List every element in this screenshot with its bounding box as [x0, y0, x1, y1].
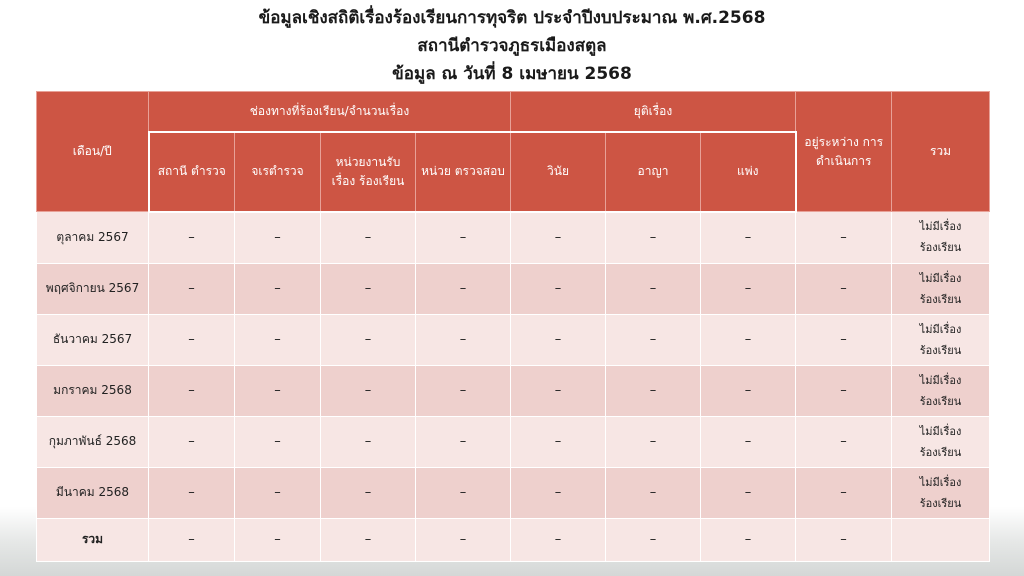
table-row — [37, 416, 990, 467]
header-civil: แพ่ง — [701, 132, 796, 212]
note-line-2: ร้องเรียน — [919, 343, 962, 357]
note-line-1: ไม่มีเรื่อง — [919, 475, 962, 489]
discipline-cell: – — [511, 467, 606, 518]
note-line-1: ไม่มีเรื่อง — [919, 220, 962, 234]
inspector-cell: – — [235, 365, 321, 416]
discipline-cell: – — [511, 416, 606, 467]
criminal-cell: – — [606, 416, 701, 467]
header-receiving-unit: หน่วยงานรับ เรื่อง ร้องเรียน — [321, 132, 416, 212]
month-cell: ตุลาคม 2567 — [37, 212, 149, 264]
inspector-cell: – — [235, 263, 321, 314]
note-line-2: ร้องเรียน — [919, 394, 962, 408]
receiving-unit-cell: – — [321, 314, 416, 365]
audit-unit-cell: – — [416, 365, 511, 416]
receiving-unit-cell: – — [321, 263, 416, 314]
audit-unit-cell: – — [416, 314, 511, 365]
total-inspector-cell: – — [235, 518, 321, 561]
inspector-cell: – — [235, 416, 321, 467]
note-line-1: ไม่มีเรื่อง — [919, 322, 962, 336]
discipline-cell: – — [511, 365, 606, 416]
total-note-cell — [892, 212, 990, 264]
discipline-cell: – — [511, 314, 606, 365]
criminal-cell: – — [606, 212, 701, 264]
receiving-unit-cell: – — [321, 365, 416, 416]
month-cell: มีนาคม 2568 — [37, 467, 149, 518]
total-in-progress-cell: – — [796, 518, 892, 561]
total-note-cell — [892, 263, 990, 314]
audit-unit-cell: – — [416, 263, 511, 314]
header-ended-group: ยุติเรื่อง — [511, 92, 796, 132]
note-line-1: ไม่มีเรื่อง — [919, 271, 962, 285]
civil-cell: – — [701, 212, 796, 264]
total-receiving-unit-cell: – — [321, 518, 416, 561]
in-progress-cell: – — [796, 212, 892, 264]
receiving-unit-cell: – — [321, 212, 416, 264]
header-month: เดือน/ปี — [37, 92, 149, 212]
criminal-cell: – — [606, 365, 701, 416]
table-row — [37, 212, 990, 264]
audit-unit-cell: – — [416, 212, 511, 264]
inspector-cell: – — [235, 467, 321, 518]
table-body — [37, 212, 990, 562]
civil-cell: – — [701, 314, 796, 365]
month-cell: พฤศจิกายน 2567 — [37, 263, 149, 314]
header-discipline: วินัย — [511, 132, 606, 212]
header-in-progress: อยู่ระหว่าง การ ดำเนินการ — [796, 92, 892, 212]
discipline-cell: – — [511, 263, 606, 314]
criminal-cell: – — [606, 263, 701, 314]
total-note-cell — [892, 416, 990, 467]
discipline-cell: – — [511, 212, 606, 264]
total-criminal-cell: – — [606, 518, 701, 561]
note-line-1: ไม่มีเรื่อง — [919, 373, 962, 387]
civil-cell: – — [701, 263, 796, 314]
police-station-cell: – — [149, 416, 235, 467]
audit-unit-cell: – — [416, 416, 511, 467]
complaint-statistics-table — [36, 91, 990, 562]
note-line-2: ร้องเรียน — [919, 292, 962, 306]
civil-cell: – — [701, 467, 796, 518]
header-channels-group: ช่องทางที่ร้องเรียน/จำนวนเรื่อง — [149, 92, 511, 132]
note-line-2: ร้องเรียน — [919, 241, 962, 255]
total-sum-cell — [892, 518, 990, 561]
in-progress-cell: – — [796, 314, 892, 365]
total-police-station-cell: – — [149, 518, 235, 561]
total-note-cell — [892, 467, 990, 518]
data-date: ข้อมูล ณ วันที่ 8 เมษายน 2568 — [392, 64, 632, 84]
total-row — [37, 518, 990, 561]
civil-cell: – — [701, 365, 796, 416]
total-label-cell: รวม — [37, 518, 149, 561]
in-progress-cell: – — [796, 263, 892, 314]
police-station-cell: – — [149, 263, 235, 314]
audit-unit-cell: – — [416, 467, 511, 518]
header-total: รวม — [892, 92, 990, 212]
police-station-cell: – — [149, 365, 235, 416]
table-row — [37, 314, 990, 365]
total-audit-unit-cell: – — [416, 518, 511, 561]
header-audit-unit: หน่วย ตรวจสอบ — [416, 132, 511, 212]
month-cell: ธันวาคม 2567 — [37, 314, 149, 365]
total-note-cell — [892, 314, 990, 365]
table-row — [37, 263, 990, 314]
note-line-1: ไม่มีเรื่อง — [919, 424, 962, 438]
inspector-cell: – — [235, 212, 321, 264]
total-note-cell — [892, 365, 990, 416]
report-title: ข้อมูลเชิงสถิติเรื่องร้องเรียนการทุจริต ประจำปีงบประมาณ พ.ศ.2568 — [258, 8, 766, 28]
total-discipline-cell: – — [511, 518, 606, 561]
civil-cell: – — [701, 416, 796, 467]
criminal-cell: – — [606, 314, 701, 365]
receiving-unit-cell: – — [321, 416, 416, 467]
station-name: สถานีตำรวจภูธรเมืองสตูล — [417, 36, 607, 56]
in-progress-cell: – — [796, 416, 892, 467]
header-inspector: จเรตำรวจ — [235, 132, 321, 212]
note-line-2: ร้องเรียน — [919, 496, 962, 510]
in-progress-cell: – — [796, 467, 892, 518]
table-header — [37, 92, 990, 212]
criminal-cell: – — [606, 467, 701, 518]
total-civil-cell: – — [701, 518, 796, 561]
receiving-unit-cell: – — [321, 467, 416, 518]
header-criminal: อาญา — [606, 132, 701, 212]
police-station-cell: – — [149, 467, 235, 518]
month-cell: มกราคม 2568 — [37, 365, 149, 416]
in-progress-cell: – — [796, 365, 892, 416]
report-title-block — [0, 4, 1024, 88]
police-station-cell: – — [149, 212, 235, 264]
month-cell: กุมภาพันธ์ 2568 — [37, 416, 149, 467]
table-row — [37, 365, 990, 416]
inspector-cell: – — [235, 314, 321, 365]
table-row — [37, 467, 990, 518]
police-station-cell: – — [149, 314, 235, 365]
header-police-station: สถานี ตำรวจ — [149, 132, 235, 212]
note-line-2: ร้องเรียน — [919, 445, 962, 459]
